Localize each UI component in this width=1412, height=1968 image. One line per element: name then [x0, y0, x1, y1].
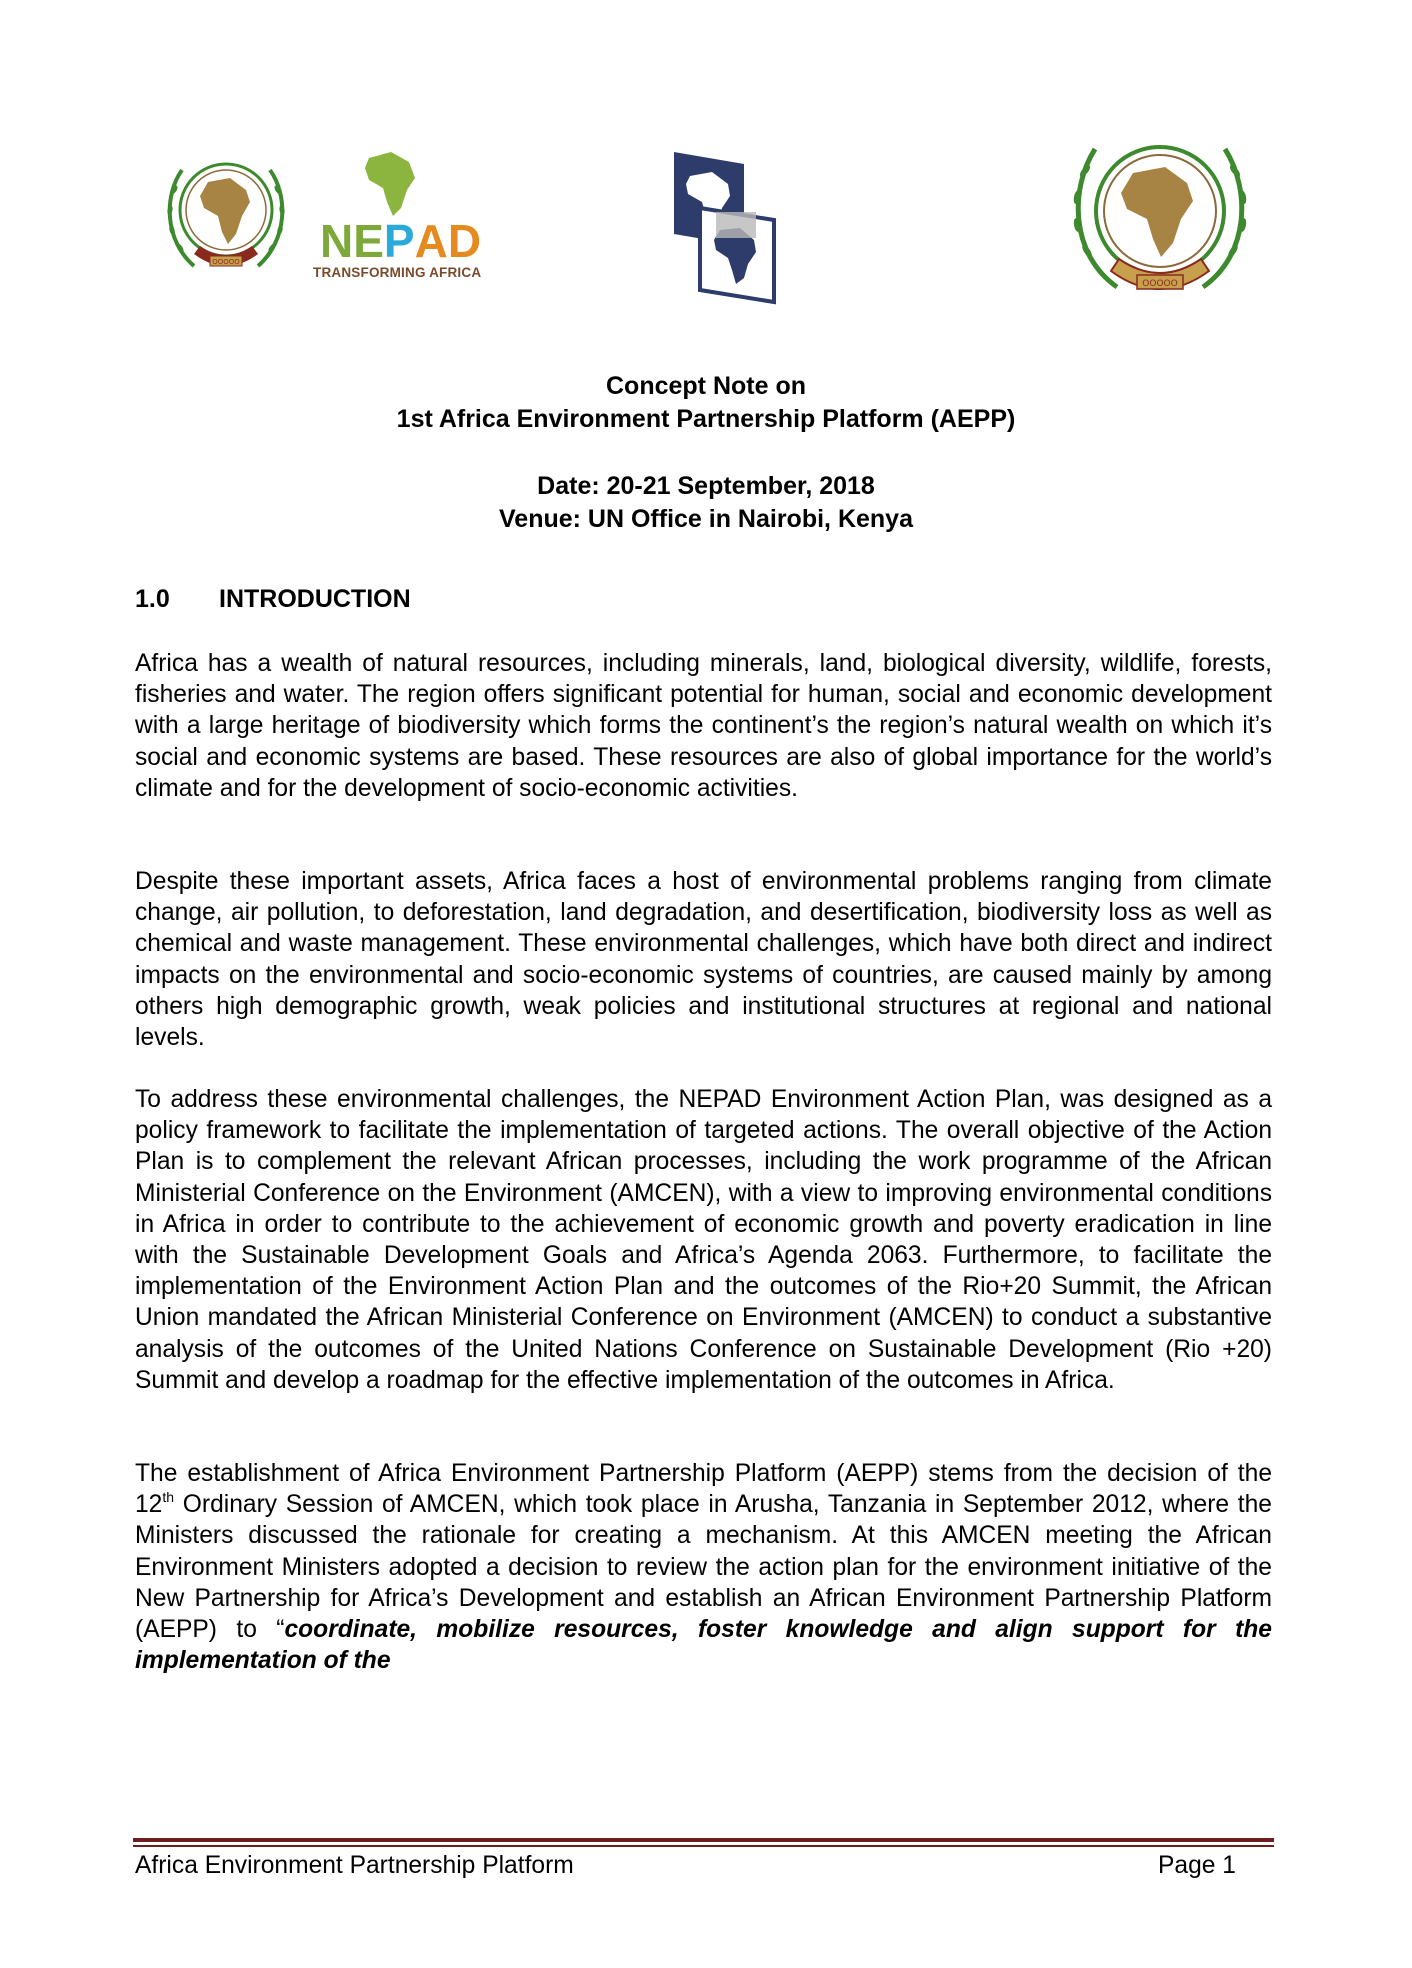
- event-details: [0, 470, 1412, 536]
- paragraph-4-emphasis: coordinate, mobilize resources, foster knowledge and align support for the implementation of the: [135, 1616, 1272, 1675]
- section-number: 1.0: [135, 585, 170, 613]
- nepad-logo: [305, 150, 495, 285]
- ordinal-superscript: th: [162, 1489, 175, 1506]
- svg-text:OOOOO: OOOOO: [1142, 279, 1178, 289]
- document-title: [0, 370, 1412, 436]
- paragraph-4: [135, 1458, 1272, 1676]
- nepad-letter-d: D: [447, 215, 482, 267]
- nepad-letter-n: N: [320, 215, 354, 267]
- african-union-emblem-left: [160, 150, 292, 282]
- event-venue: Venue: UN Office in Nairobi, Kenya: [499, 505, 913, 533]
- paragraph-2: Despite these important assets, Africa faces a host of environmental problems ranging from climate change, air pollution, to deforestation, land degradation, and desertification, biodiversity loss as well as chemical and waste management. These environmental challenges, which have both direct and indirect impacts on the environmental and socio-economic systems of countries, are caused mainly by among others high demographic growth, weak policies and institutional structures at regional and national levels.: [135, 868, 1272, 1052]
- event-date: Date: 20-21 September, 2018: [537, 472, 875, 500]
- nepad-tagline: TRANSFORMING AFRICA: [313, 265, 482, 280]
- title-line-1: Concept Note on: [606, 372, 806, 400]
- paragraph-4-text-a: The establishment of Africa Environment Partnership Platform (AEPP) stems from the decision of the 12: [135, 1460, 1272, 1519]
- nepad-letter-a: A: [414, 215, 448, 267]
- footer-title: Africa Environment Partnership Platform: [135, 1852, 574, 1879]
- page-number: Page 1: [1158, 1852, 1236, 1879]
- section-heading: [135, 583, 411, 616]
- amcen-map-logo: [670, 150, 790, 310]
- paragraph-4-text-b: Ordinary Session of AMCEN, which took place in Arusha, Tanzania in September 2012, where the Ministers discussed the rationale for creating a mechanism. At this AMCEN meeting the African Environment Ministers adopted a decision to review the action plan for the environment initiative of the New Partnership for Africa’s Development and establish an African Environment Partnership Platform (AEPP) to “: [135, 1491, 1272, 1644]
- paragraph-3: To address these environmental challenges, the NEPAD Environment Action Plan, was designed as a policy framework to facilitate the implementation of targeted actions. The overall objective of the Action Plan is to complement the relevant African processes, including the work programme of the African Ministerial Conference on the Environment (AMCEN), with a view to improving environmental conditions in Africa in order to contribute to the achievement of economic growth and poverty eradication in line with the Sustainable Development Goals and Africa’s Agenda 2063. Furthermore, to facilitate the implementation of the Environment Action Plan and the outcomes of the Rio+20 Summit, the African Union mandated the African Ministerial Conference on Environment (AMCEN) to conduct a substantive analysis of the outcomes of the United Nations Conference on Sustainable Development (Rio +20) Summit and develop a roadmap for the effective implementation of the outcomes in Africa.: [135, 1086, 1272, 1394]
- nepad-letter-p: P: [383, 215, 415, 267]
- section-title: INTRODUCTION: [219, 585, 411, 613]
- african-union-emblem-right: [1065, 135, 1255, 305]
- footer-rule-thin: [133, 1845, 1274, 1847]
- nepad-wordmark: [320, 215, 482, 267]
- paragraph-1: Africa has a wealth of natural resources, including minerals, land, biological diversity, wildlife, forests, fisheries and water. The region offers significant potential for human, social and economic development with a large heritage of biodiversity which forms the continent’s the region’s natural wealth on which it’s social and economic systems are based. These resources are also of global importance for the world’s climate and for the development of socio-economic activities.: [135, 650, 1272, 802]
- footer-rule-thick: [133, 1838, 1274, 1842]
- nepad-letter-e: E: [353, 215, 384, 267]
- title-line-2: 1st Africa Environment Partnership Platform (AEPP): [396, 405, 1016, 433]
- svg-text:OOOOO: OOOOO: [212, 258, 240, 266]
